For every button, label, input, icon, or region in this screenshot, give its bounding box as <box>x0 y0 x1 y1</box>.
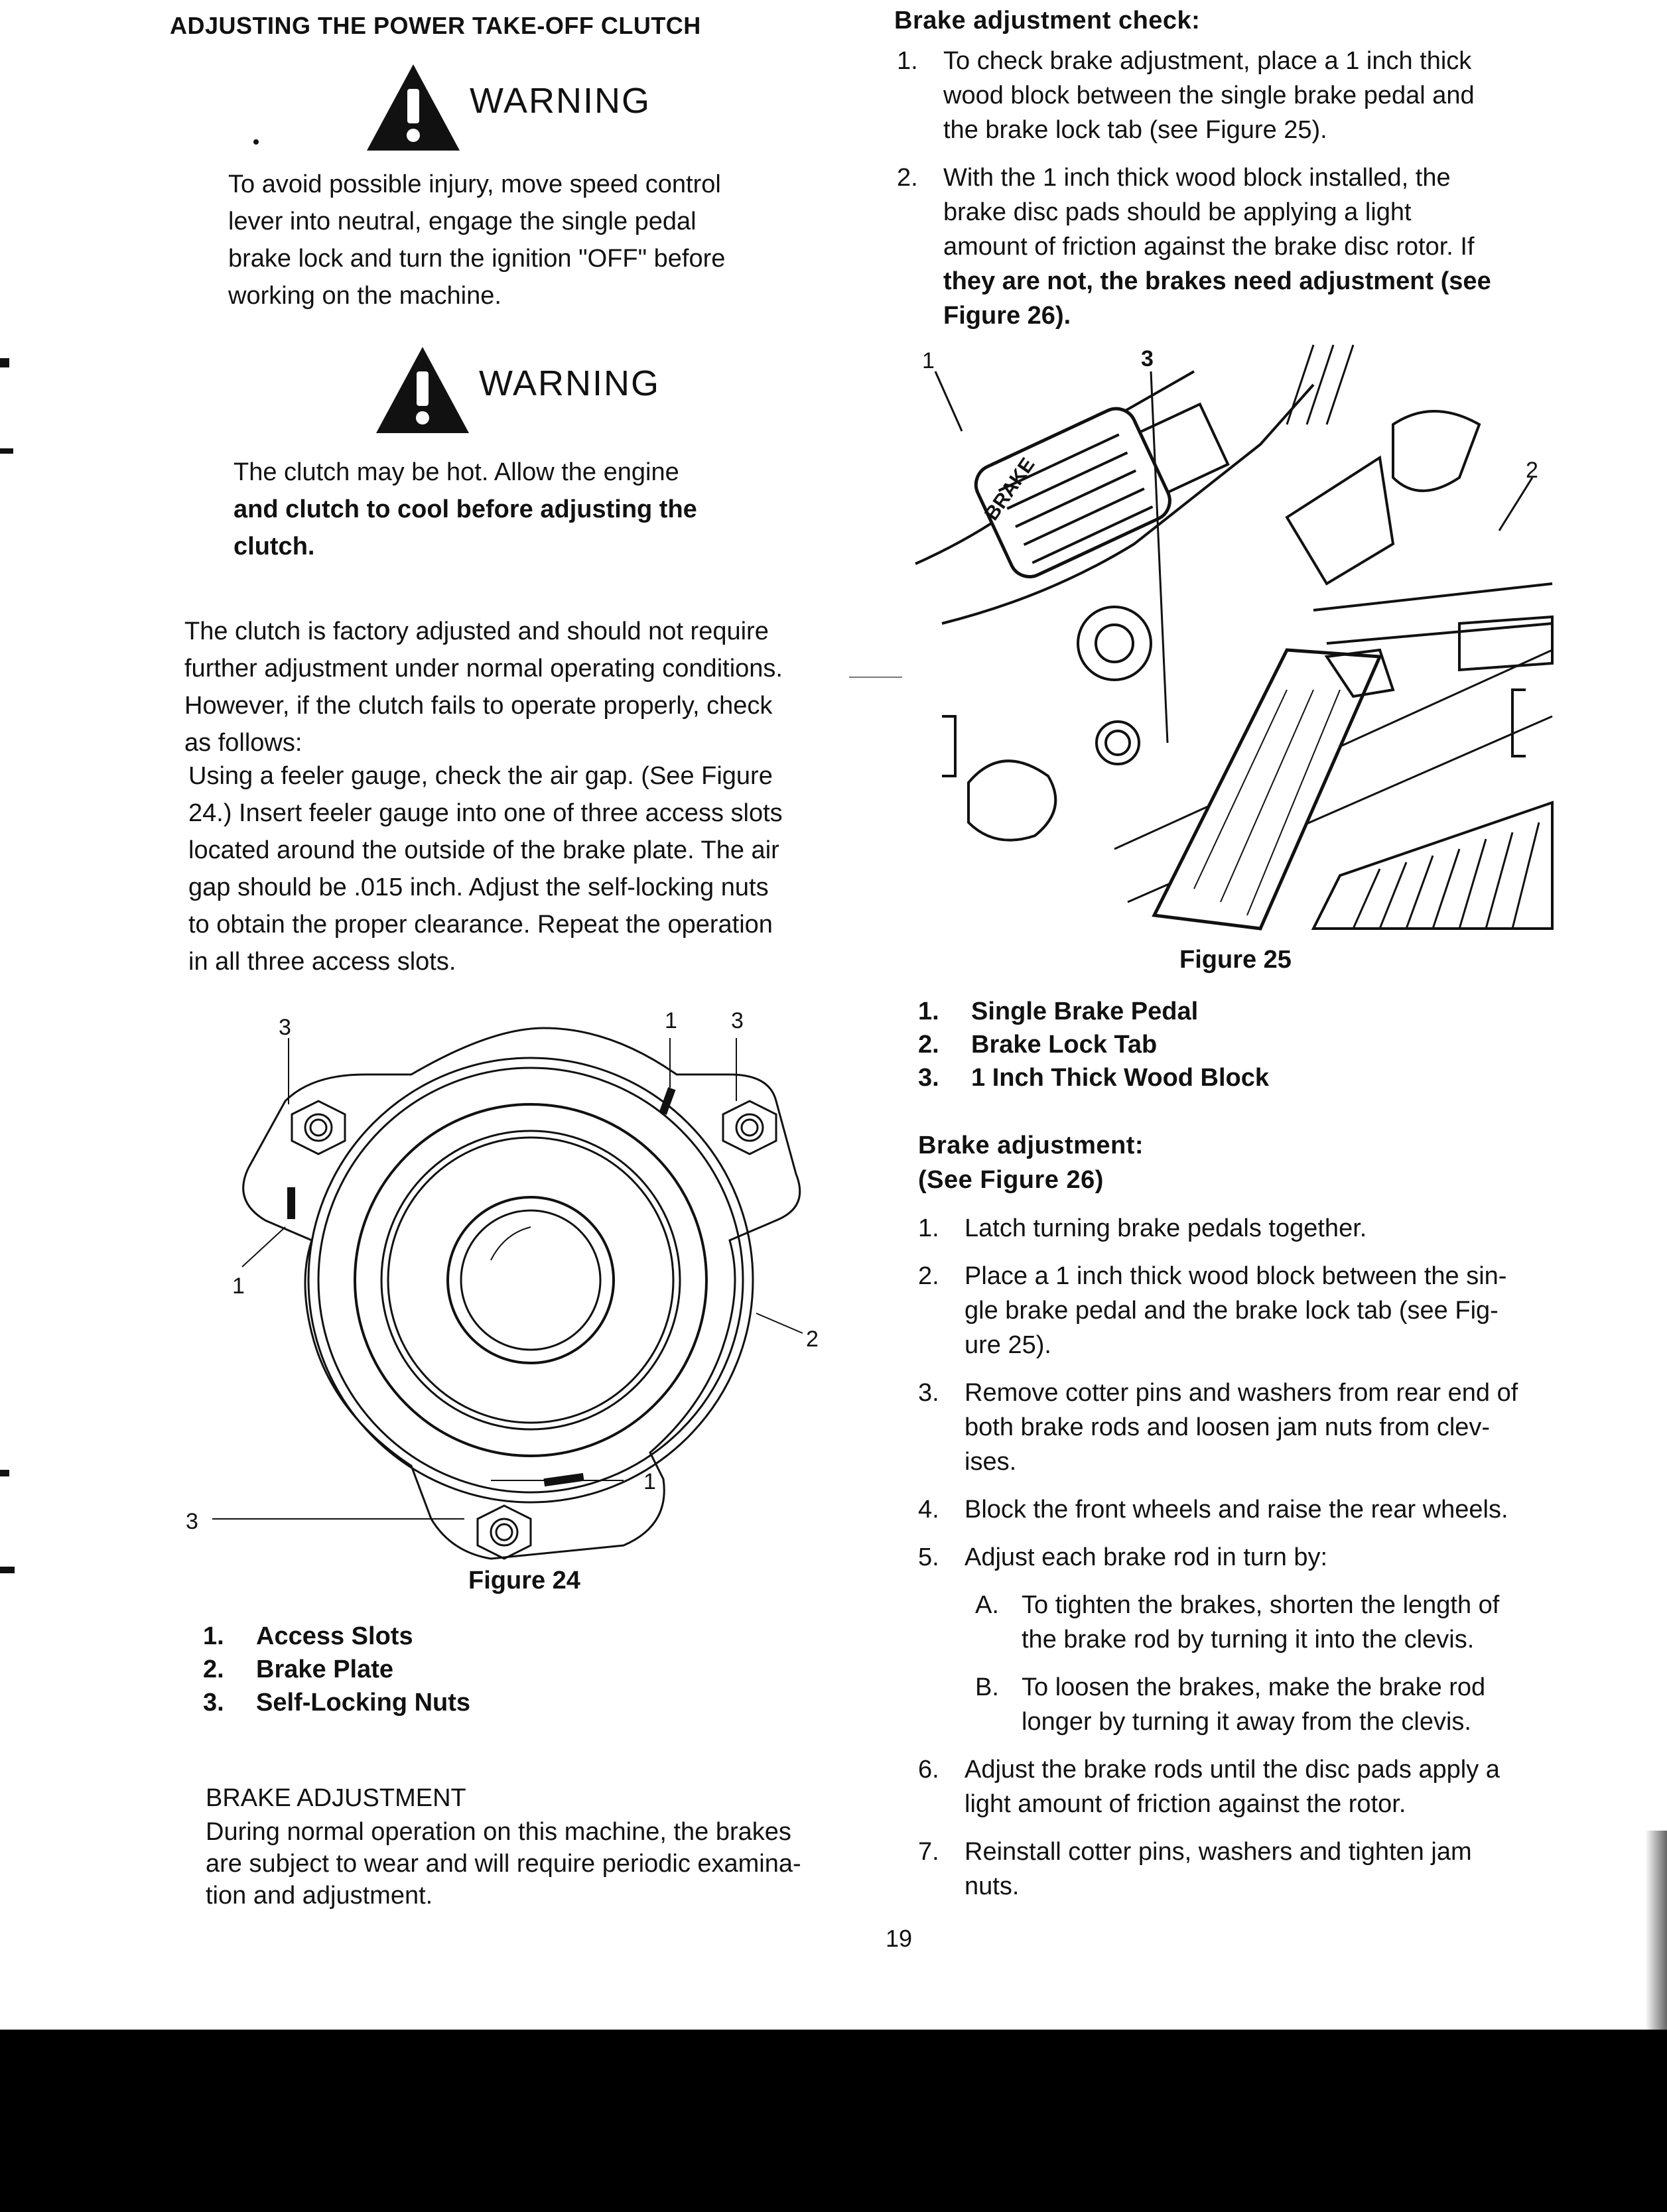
brake-plate-ring-5 <box>388 1138 673 1423</box>
section-title-pto-clutch: ADJUSTING THE POWER TAKE-OFF CLUTCH <box>170 12 701 39</box>
callout-2: 2 <box>1526 458 1538 483</box>
brake-adjustment-text: During normal operation on this machine, the brakes are subject to wear and will require periodic examina- tion and adjustment. <box>206 1818 801 1910</box>
scan-mark <box>0 1567 15 1573</box>
callout-1-left: 1 <box>232 1273 245 1299</box>
list-item-sub: A. To tighten the brakes, shorten the length of the brake rod by turning it into the clevis. <box>975 1591 1500 1654</box>
self-locking-nut-left <box>292 1101 345 1154</box>
brake-plate-ring-outer <box>308 1058 753 1502</box>
list-item: 6. Adjust the brake rods until the disc pads apply a light amount of friction against the rotor. <box>918 1756 1500 1818</box>
see-figure-26: (See Figure 26) <box>918 1166 1104 1194</box>
brake-adjustment-steps <box>918 1211 1608 1917</box>
callout-3: 3 <box>1141 346 1154 371</box>
warning-label-1: WARNING <box>470 81 651 121</box>
callout-3-bottom: 3 <box>186 1509 198 1534</box>
self-locking-nut-bottom <box>478 1506 531 1559</box>
list-item: 4. Block the front wheels and raise the rear wheels. <box>918 1496 1508 1524</box>
legend-item: 2. Brake Plate <box>203 1656 394 1683</box>
pedal-brake-text: BRAKE <box>980 454 1039 525</box>
scan-mark <box>0 358 9 367</box>
callout-3-top-left: 3 <box>279 1015 291 1040</box>
list-item: 7. Reinstall cotter pins, washers and tighten jam nuts. <box>918 1838 1472 1900</box>
brake-check-title: Brake adjustment check: <box>894 7 1201 34</box>
list-item: 2. With the 1 inch thick wood block installed, the brake disc pads should be applying a light amount of friction against the brake disc rotor. If they are not, the brakes need adjustment (see Figure 26). <box>897 164 1491 330</box>
brake-plate-outline <box>243 1028 800 1559</box>
legend-item: 2. Brake Lock Tab <box>918 1031 1158 1059</box>
figure-24-caption: Figure 24 <box>468 1567 580 1594</box>
figure-24-brake-plate-diagram <box>186 1002 849 1572</box>
figure-25-brake-pedal-illustration <box>915 345 1552 929</box>
brake-plate-ring-4 <box>381 1131 680 1429</box>
warning-text-2: The clutch may be hot. Allow the engine and clutch to cool before adjusting the clutch. <box>233 458 697 560</box>
legend-item: 1. Access Slots <box>203 1622 413 1650</box>
access-slot-bottom <box>543 1473 584 1486</box>
figure-25-legend <box>918 995 1269 1094</box>
warning-triangle-icon <box>373 344 472 436</box>
scan-mark <box>0 1470 9 1476</box>
callout-3-top-right: 3 <box>731 1008 744 1033</box>
clutch-factory-paragraph: The clutch is factory adjusted and should not require further adjustment under normal operating conditions. However, if the clutch fails to operate properly, check as follows: <box>184 618 783 757</box>
list-item: 3. Remove cotter pins and washers from rear end of both brake rods and loosen jam nuts from clev- ises. <box>918 1379 1518 1476</box>
figure-25-caption: Figure 25 <box>1179 946 1292 974</box>
brake-check-steps <box>897 44 1573 346</box>
scan-edge-shadow <box>1645 1831 1667 2030</box>
brake-plate-hub <box>448 1197 614 1363</box>
brake-adjustment-title: BRAKE ADJUSTMENT <box>206 1784 466 1812</box>
callout-1-bottom: 1 <box>643 1469 656 1494</box>
brake-plate-hub-inner <box>461 1210 600 1350</box>
callout-1-top: 1 <box>665 1008 677 1033</box>
stray-dash <box>849 677 902 678</box>
scan-black-border <box>0 2030 1667 2212</box>
feeler-gauge-paragraph: Using a feeler gauge, check the air gap. (See Figure 24.) Insert feeler gauge into one of three access slots located around the outside of the brake plate. The air gap should be .015 inch. Adjust the self-locking nuts to obtain the proper clearance. Repeat the operation in all three access slots. <box>188 762 783 976</box>
warning-label-2: WARNING <box>479 363 660 403</box>
list-item: 2. Place a 1 inch thick wood block between the sin- gle brake pedal and the brake lock tab (see Fig- ure 25). <box>918 1262 1507 1359</box>
legend-item: 3. 1 Inch Thick Wood Block <box>918 1064 1270 1092</box>
callout-1: 1 <box>922 348 935 373</box>
warning-block-2 <box>373 344 660 436</box>
access-slot-left <box>287 1187 295 1219</box>
page-number: 19 <box>886 1925 913 1952</box>
legend-item: 1. Single Brake Pedal <box>918 998 1199 1025</box>
warning-triangle-icon <box>364 61 463 154</box>
list-item: 5. Adjust each brake rod in turn by: <box>918 1543 1328 1571</box>
legend-item: 3. Self-Locking Nuts <box>203 1689 471 1717</box>
brake-adjustment-subtitle: Brake adjustment: <box>918 1132 1144 1159</box>
warning-block-1 <box>364 61 651 154</box>
self-locking-nut-right <box>723 1101 776 1154</box>
brake-plate-ring-3 <box>355 1104 706 1456</box>
scan-mark <box>0 448 13 454</box>
list-item: 1. Latch turning brake pedals together. <box>918 1214 1367 1242</box>
callout-2-right: 2 <box>806 1327 819 1352</box>
warning-text-1: To avoid possible injury, move speed control lever into neutral, engage the single pedal brake lock and turn the ignition "OFF" before working on the machine. <box>228 170 726 310</box>
stray-mark <box>253 139 259 145</box>
figure-24-legend <box>203 1620 470 1719</box>
list-item-sub: B. To loosen the brakes, make the brake rod longer by turning it away from the clevis. <box>975 1673 1486 1736</box>
list-item: 1. To check brake adjustment, place a 1 inch thick wood block between the single brake pedal and the brake lock tab (see Figure 25). <box>897 47 1475 144</box>
